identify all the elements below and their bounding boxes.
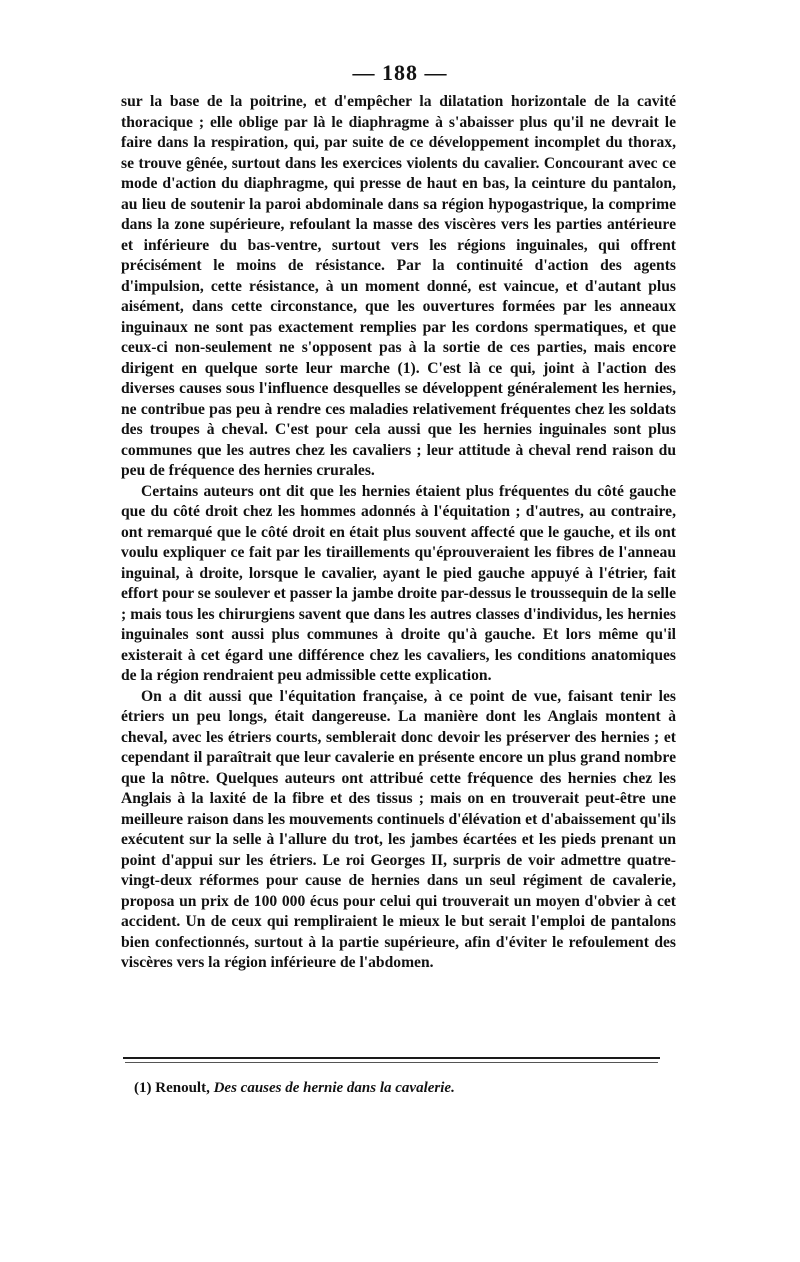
- paragraph: On a dit aussi que l'équitation française, à ce point de vue, faisant tenir les étriers un peu longs, était dangereuse. La manière dont les Anglais montent à cheval, avec les étriers courts, semblerait donc devoir les préserver des hernies ; et cependant il paraîtrait que leur cavalerie en présente encore un plus grand nombre que la nôtre. Quelques auteurs ont attribué cette fréquence des hernies chez les Anglais à la laxité de la fibre et des tissus ; mais on en trouverait peut-être une meilleure raison dans les mouvements continuels d'élévation et d'abaissement qu'ils exécutent sur la selle à l'allure du trot, les jambes écartées et les pieds prenant un point d'appui sur les étriers. Le roi Georges II, surpris de voir admettre quatre-vingt-deux réformes pour cause de hernies dans un seul régiment de cavalerie, proposa un prix de 100 000 écus pour celui qui trouverait un moyen d'obvier à cet accident. Un de ceux qui rempliraient le mieux le but serait l'emploi de pantalons bien confectionnés, surtout à la partie supérieure, afin d'éviter le refoulement des viscères vers la région inférieure de l'abdomen.: [121, 687, 676, 971]
- footnote-marker: (1): [134, 1080, 152, 1096]
- footnote-separator-thin: [125, 1062, 658, 1063]
- body-text: [121, 92, 676, 974]
- footnote-author: Renoult,: [155, 1080, 210, 1096]
- footnote: [134, 1080, 674, 1097]
- footnote-separator: [123, 1057, 660, 1059]
- page-number: — 188 —: [352, 60, 448, 85]
- paragraph: Certains auteurs ont dit que les hernies étaient plus fréquentes du côté gauche que du côté droit chez les hommes adonnés à l'équitation ; d'autres, au contraire, ont remarqué que le côté droit en était plus souvent affecté que le gauche, et ils ont voulu expliquer ce fait par les tiraillements qu'éprouveraient les fibres de l'anneau inguinal, à droite, lorsque le cavalier, ayant le pied gauche appuyé à l'étrier, fait effort pour se soulever et passer la jambe droite par-dessus le troussequin de la selle ; mais tous les chirurgiens savent que dans les autres classes d'individus, les hernies inguinales sont aussi plus communes à droite qu'à gauche. Et lors même qu'il existerait à cet égard une différence chez les cavaliers, les conditions anatomiques de la région rendraient peu admissible cette explication.: [121, 482, 676, 684]
- footnote-work-title: Des causes de hernie dans la cavalerie.: [213, 1080, 455, 1096]
- paragraph: sur la base de la poitrine, et d'empêcher la dilatation horizontale de la cavité thoracique ; elle oblige par là le diaphragme à s'abaisser plus qu'il ne devrait le faire dans la respiration, qui, par suite de ce développement incomplet du thorax, se trouve gênée, surtout dans les exercices violents du cavalier. Concourant avec ce mode d'action du diaphragme, qui presse de haut en bas, la ceinture du pantalon, au lieu de soutenir la paroi abdominale dans sa région hypogastrique, la comprime dans la zone supérieure, refoulant la masse des viscères vers les parties antérieure et inférieure du bas-ventre, surtout vers les régions inguinales, qui offrent précisément le moins de résistance. Par la continuité d'action des agents d'impulsion, cette résistance, à un moment donné, est vaincue, et d'autant plus aisément, dans cette circonstance, que les ouvertures formées par les anneaux inguinaux ne sont pas exactement remplies par les cordons spermatiques, et que ceux-ci non-seulement ne s'opposent pas à la sortie de ces parties, mais encore dirigent en quelque sorte leur marche (1). C'est là ce qui, joint à l'action des diverses causes sous l'influence desquelles se développent généralement les hernies, ne contribue pas peu à rendre ces maladies relativement fréquentes chez les soldats des troupes à cheval. C'est pour cela aussi que les hernies inguinales sont plus communes que les autres chez les cavaliers ; leur attitude à cheval rend raison du peu de fréquence des hernies crurales.: [121, 93, 676, 479]
